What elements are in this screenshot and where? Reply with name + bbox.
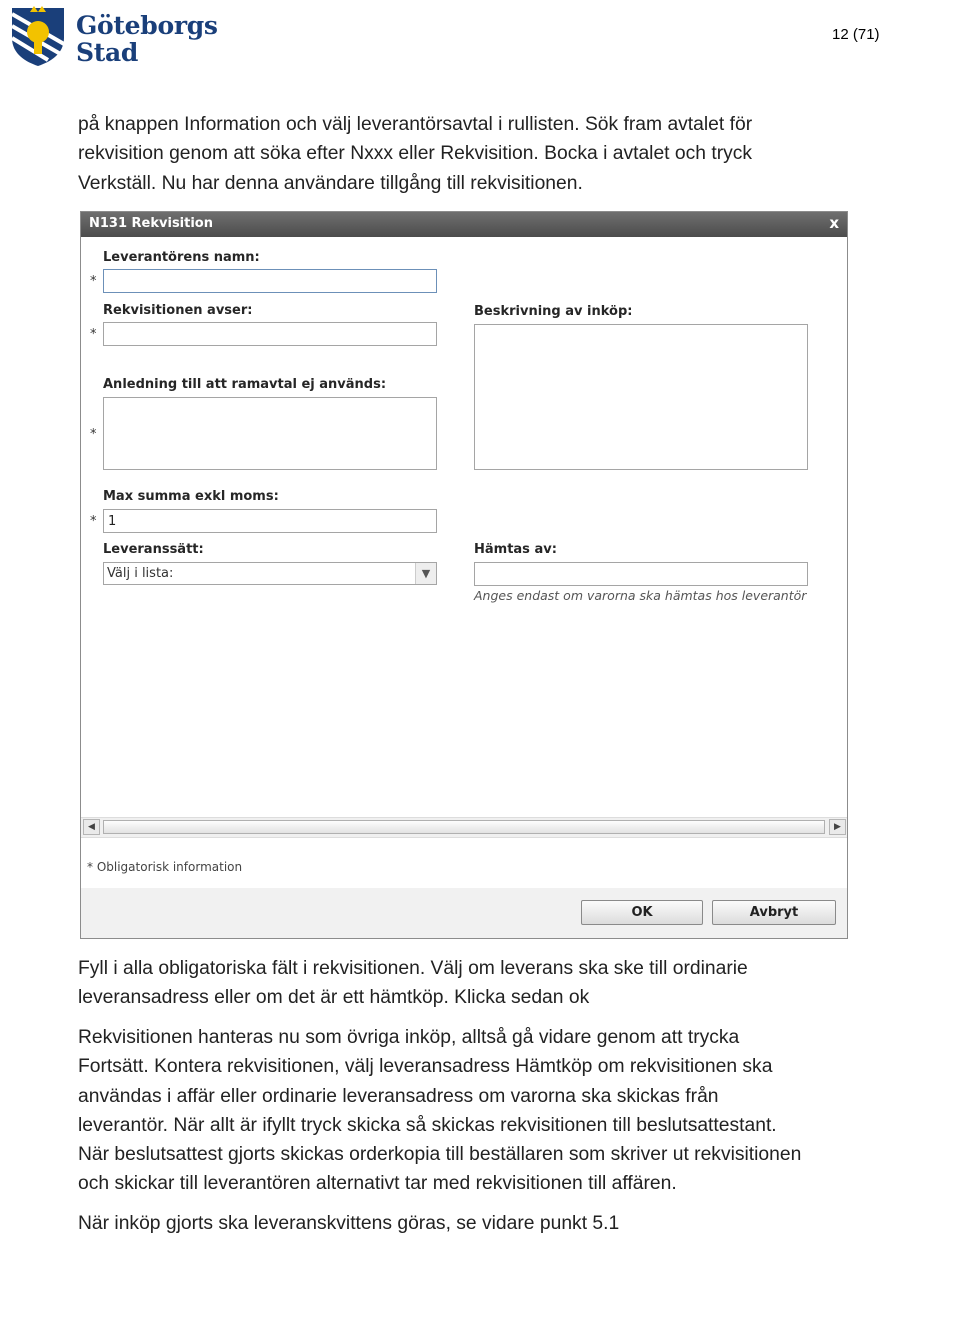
reason-label: Anledning till att ramavtal ej används: <box>103 377 387 392</box>
text-line: användas i affär eller ordinarie leveransadress om varorna ska skickas från <box>78 1085 719 1107</box>
text-line: leverantör. När allt är ifyllt tryck skicka så skickas rekvisitionen till beslutsattestant. <box>78 1114 777 1136</box>
text-line: och skickar till leverantören alternativt tar med rekvisitionen till affären. <box>78 1173 677 1195</box>
scroll-left-icon[interactable]: ◀ <box>83 819 100 835</box>
dialog-title: N131 Rekvisition <box>89 216 213 231</box>
required-marker: * <box>90 274 97 289</box>
intro-paragraph <box>78 110 898 198</box>
text-line: leveransadress eller om det är ett hämtköp. Klicka sedan ok <box>78 987 590 1009</box>
cancel-button[interactable]: Avbryt <box>712 900 836 925</box>
supplier-name-label: Leverantörens namn: <box>103 250 260 265</box>
required-marker: * <box>90 327 97 342</box>
delivery-method-select[interactable] <box>103 562 437 585</box>
text-line: på knappen Information och välj leverantörsavtal i rullisten. Sök fram avtalet för <box>78 114 753 135</box>
text-line: Fyll i alla obligatoriska fält i rekvisitionen. Välj om leverans ska ske till ordinarie <box>78 958 748 979</box>
ok-button[interactable]: OK <box>581 900 703 925</box>
delivery-method-label: Leveranssätt: <box>103 542 204 557</box>
required-marker: * <box>90 427 97 442</box>
requisition-regarding-input[interactable] <box>103 322 437 346</box>
text-line: När beslutsattest gjorts skickas orderkopia till beställaren som skriver ut rekvisitionen <box>78 1144 802 1166</box>
logo-line-1: Göteborgs <box>76 11 218 40</box>
logo-wordmark <box>76 12 218 66</box>
horizontal-scrollbar[interactable] <box>81 817 847 838</box>
max-amount-label: Max summa exkl moms: <box>103 489 279 504</box>
requisition-regarding-label: Rekvisitionen avser: <box>103 303 253 318</box>
chevron-down-icon[interactable]: ▼ <box>415 563 436 584</box>
supplier-name-input[interactable] <box>103 269 437 293</box>
text-line: Rekvisitionen hanteras nu som övriga inköp, alltså gå vidare genom att trycka <box>78 1027 740 1048</box>
purchase-description-textarea[interactable] <box>474 324 808 470</box>
picked-up-by-input[interactable] <box>474 562 808 586</box>
scroll-right-icon[interactable]: ▶ <box>829 819 846 835</box>
goteborgs-stad-logo <box>8 4 218 68</box>
scrollbar-thumb[interactable] <box>103 820 825 834</box>
requisition-dialog <box>80 211 848 939</box>
text-line: rekvisition genom att söka efter Nxxx eller Rekvisition. Bocka i avtalet och tryck <box>78 143 753 165</box>
fill-in-paragraph <box>78 954 898 1013</box>
page-number: 12 (71) <box>832 26 880 43</box>
text-line: Verkställ. Nu har denna användare tillgång till rekvisitionen. <box>78 172 583 194</box>
close-icon[interactable]: x <box>829 214 839 232</box>
text-line: Fortsätt. Kontera rekvisitionen, välj leveransadress Hämtköp om rekvisitionen ska <box>78 1056 773 1078</box>
select-value: Välj i lista: <box>107 566 174 581</box>
dialog-footer <box>81 888 847 938</box>
reason-textarea[interactable] <box>103 397 437 470</box>
logo-line-2: Stad <box>76 38 139 67</box>
purchase-description-label: Beskrivning av inköp: <box>474 304 633 319</box>
max-amount-input[interactable] <box>103 509 437 533</box>
dialog-titlebar <box>81 212 847 237</box>
required-info-note: * Obligatorisk information <box>87 860 243 874</box>
required-marker: * <box>90 514 97 529</box>
process-paragraph <box>78 1023 898 1199</box>
text-line: När inköp gjorts ska leveranskvittens göras, se vidare punkt 5.1 <box>78 1213 620 1234</box>
picked-up-by-hint: Anges endast om varorna ska hämtas hos leverantör <box>474 588 807 603</box>
picked-up-by-label: Hämtas av: <box>474 542 557 557</box>
final-paragraph <box>78 1209 898 1238</box>
coat-of-arms-icon <box>8 4 68 68</box>
